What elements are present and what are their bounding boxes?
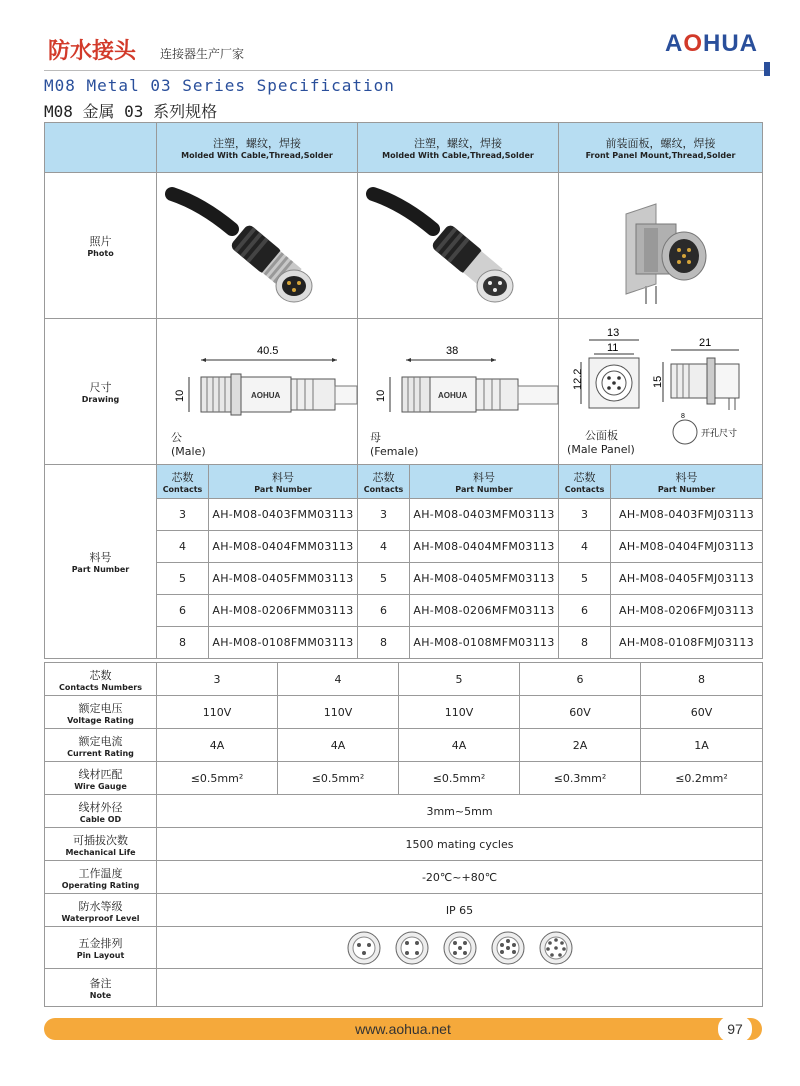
spec-row-temp: 工作温度 Operating Rating -20℃~+80℃ [45, 861, 763, 894]
table-row: 8 AH-M08-0108FMM03113 8 AH-M08-0108MFM03113 8 AH-M08-0108FMJ03113 [45, 627, 763, 659]
spec-title-en: M08 Metal 03 Series Specification [44, 76, 395, 95]
dim-female-height: 10 [375, 389, 388, 402]
part-number-label: 料号 Part Number [45, 465, 157, 659]
page-number: 97 [718, 1016, 752, 1042]
brand-subtitle: 连接器生产厂家 [160, 47, 245, 61]
spec-row-current: 额定电流 Current Rating 4A 4A 4A 2A 1A [45, 729, 763, 762]
dim-hole: 8 [681, 412, 685, 420]
dim-panel-11: 11 [607, 341, 619, 354]
table-row: 6 AH-M08-0206FMM03113 6 AH-M08-0206MFM03113 6 AH-M08-0206FMJ03113 [45, 595, 763, 627]
col-header-female: 注塑，螺纹，焊接 Molded With Cable,Thread,Solder [358, 123, 559, 173]
spec-row-mech-life: 可插拔次数 Mechanical Life 1500 mating cycles [45, 828, 763, 861]
pin-layout-3-icon [346, 930, 382, 966]
col-header-panel: 前装面板，螺纹，焊接 Front Panel Mount,Thread,Solder [559, 123, 763, 173]
svg-text:AOHUA: AOHUA [251, 390, 281, 400]
photo-male-cable [157, 173, 358, 319]
photo-label: 照片 Photo [45, 173, 157, 319]
spec-title-cn: M08 金属 03 系列规格 [44, 102, 218, 121]
pin-layout-5-icon [442, 930, 478, 966]
pin-layout-4-icon [394, 930, 430, 966]
female-label: 母 (Female) [370, 431, 419, 458]
photo-row [45, 173, 763, 319]
drawing-row [45, 319, 763, 465]
footer-bar [44, 1018, 762, 1040]
dim-panel-21: 21 [699, 336, 712, 349]
dim-panel-12: 12.2 [572, 368, 585, 390]
drawing-panel [559, 319, 763, 465]
spec-table [44, 122, 763, 659]
dim-panel-15: 15 [652, 375, 665, 388]
spec-row-cable-od: 线材外径 Cable OD 3mm~5mm [45, 795, 763, 828]
footer-url[interactable]: www.aohua.net [355, 1021, 451, 1037]
dim-panel-13: 13 [607, 326, 620, 339]
spec-row-pin-layout: 五金排列 Pin Layout [45, 927, 763, 969]
dim-male-length: 40.5 [257, 344, 279, 357]
aohua-logo: AOHUA [664, 30, 758, 57]
corner-cell [45, 123, 157, 173]
pin-layout-8-icon [538, 930, 574, 966]
spec-row-waterproof: 防水等级 Waterproof Level IP 65 [45, 894, 763, 927]
header-accent [764, 62, 770, 76]
spec-row-wire-gauge: 线材匹配 Wire Gauge ≤0.5mm² ≤0.5mm² ≤0.5mm² ≤0.3mm² ≤0.2mm² [45, 762, 763, 795]
col-header-male: 注塑，螺纹，焊接 Molded With Cable,Thread,Solder [157, 123, 358, 173]
dim-male-height: 10 [174, 389, 186, 402]
spec-row-contacts: 芯数 Contacts Numbers 3 4 5 6 8 [45, 663, 763, 696]
spec-row-voltage: 额定电压 Voltage Rating 110V 110V 110V 60V 60V [45, 696, 763, 729]
brand-title: 防水接头 [48, 38, 137, 64]
spec-row-note: 备注 Note [45, 969, 763, 1007]
male-label: 公 (Male) [171, 431, 206, 458]
photo-female-cable [358, 173, 559, 319]
drawing-label: 尺寸 Drawing [45, 319, 157, 465]
drawing-male [157, 319, 358, 465]
drawing-female [358, 319, 559, 465]
table-row: 3 AH-M08-0403FMM03113 3 AH-M08-0403MFM03113 3 AH-M08-0403FMJ03113 [45, 499, 763, 531]
svg-text:AOHUA: AOHUA [438, 390, 468, 400]
spec-table-lower [44, 662, 763, 1007]
pn-header-row: 料号 Part Number 芯数 Contacts 料号 Part Number 芯数 Contacts 料号 Part Number 芯数 Contacts 料号 Part Number [45, 465, 763, 499]
column-header-row [45, 123, 763, 173]
header-divider [44, 70, 770, 71]
dim-female-length: 38 [446, 344, 459, 357]
table-row: 5 AH-M08-0405FMM03113 5 AH-M08-0405MFM03113 5 AH-M08-0405FMJ03113 [45, 563, 763, 595]
photo-panel-mount [559, 173, 763, 319]
panel-label: 公面板 (Male Panel) [567, 429, 635, 456]
hole-label: 开孔尺寸 [701, 428, 738, 439]
pin-layout-6-icon [490, 930, 526, 966]
table-row: 4 AH-M08-0404FMM03113 4 AH-M08-0404MFM03113 4 AH-M08-0404FMJ03113 [45, 531, 763, 563]
